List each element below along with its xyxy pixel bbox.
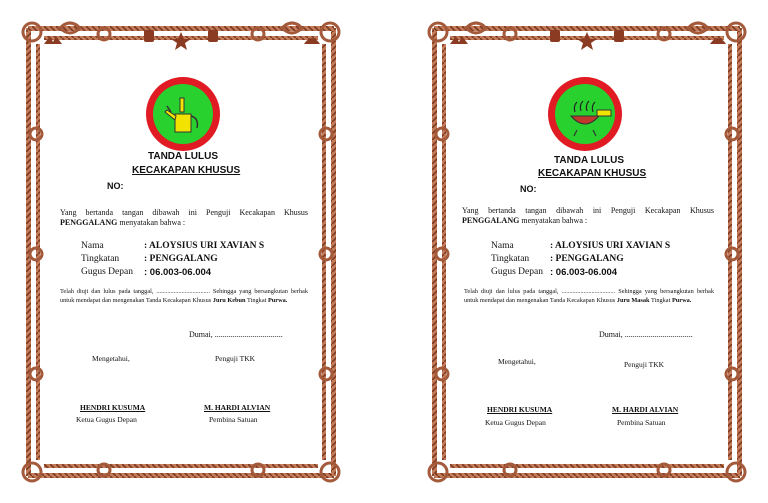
certificate-juru-masak bbox=[420, 14, 754, 490]
left-role: Mengetahui, bbox=[92, 354, 130, 363]
cert-subtitle: KECAKAPAN KHUSUS bbox=[538, 168, 647, 179]
cert-passed-text: Telah diuji dan lulus pada tanggal, .................................. Sehingga yang bersangkutan berhak untuk mendapat dan mengenakan Tanda Kecakapan Khusus Juru Kebun Tingkat Purwa. bbox=[60, 288, 308, 304]
field-level-label: Tingkatan bbox=[491, 254, 530, 264]
cert-title: TANDA LULUS bbox=[554, 155, 624, 166]
cert-number-label: NO: bbox=[520, 184, 537, 194]
right-role: Penguji TKK bbox=[624, 360, 665, 369]
field-name-value: : ALOYSIUS URI XAVIAN S bbox=[550, 241, 671, 251]
left-signer-title: Ketua Gugus Depan bbox=[485, 418, 546, 427]
field-name-value: : ALOYSIUS URI XAVIAN S bbox=[144, 241, 265, 251]
left-signer-title: Ketua Gugus Depan bbox=[76, 415, 137, 424]
tkk-badge bbox=[145, 76, 221, 152]
right-signer-title: Pembina Satuan bbox=[209, 415, 258, 424]
field-level-label: Tingkatan bbox=[81, 254, 120, 264]
tkk-badge bbox=[547, 76, 623, 152]
cert-passed-text: Telah diuji dan lulus pada tanggal, .................................. Sehingga yang bersangkutan berhak untuk mendapat dan mengenakan Tanda Kecakapan Khusus Juru Masak Tingkat Purwa. bbox=[464, 288, 714, 304]
cert-title: TANDA LULUS bbox=[148, 151, 218, 162]
field-gugus-label: Gugus Depan bbox=[491, 267, 543, 277]
cert-subtitle: KECAKAPAN KHUSUS bbox=[132, 165, 241, 176]
field-name-label: Nama bbox=[491, 241, 514, 251]
right-signer-name: M. HARDI ALVIAN bbox=[204, 403, 271, 412]
field-level-value: : PENGGALANG bbox=[144, 254, 218, 264]
left-signer-name: HENDRI KUSUMA bbox=[487, 405, 553, 414]
left-signer-name: HENDRI KUSUMA bbox=[80, 403, 146, 412]
place-date: Dumai, .................................. bbox=[189, 330, 283, 339]
place-date: Dumai, .................................. bbox=[599, 330, 693, 339]
field-gugus-label: Gugus Depan bbox=[81, 267, 133, 277]
cert-intro: Yang bertanda tangan dibawah ini Penguji Kecakapan Khusus PENGGALANG menyatakan bahwa : bbox=[60, 208, 308, 227]
right-signer-name: M. HARDI ALVIAN bbox=[612, 405, 679, 414]
field-name-label: Nama bbox=[81, 241, 104, 251]
cert-intro: Yang bertanda tangan dibawah ini Penguji Kecakapan Khusus PENGGALANG menyatakan bahwa : bbox=[462, 206, 714, 225]
field-gugus-value: : 06.003-06.004 bbox=[144, 267, 212, 278]
certificate-juru-kebun bbox=[14, 14, 348, 490]
right-role: Penguji TKK bbox=[215, 354, 256, 363]
right-signer-title: Pembina Satuan bbox=[617, 418, 666, 427]
field-gugus-value: : 06.003-06.004 bbox=[550, 267, 618, 278]
left-role: Mengetahui, bbox=[498, 357, 536, 366]
field-level-value: : PENGGALANG bbox=[550, 254, 624, 264]
cert-number-label: NO: bbox=[107, 181, 124, 191]
